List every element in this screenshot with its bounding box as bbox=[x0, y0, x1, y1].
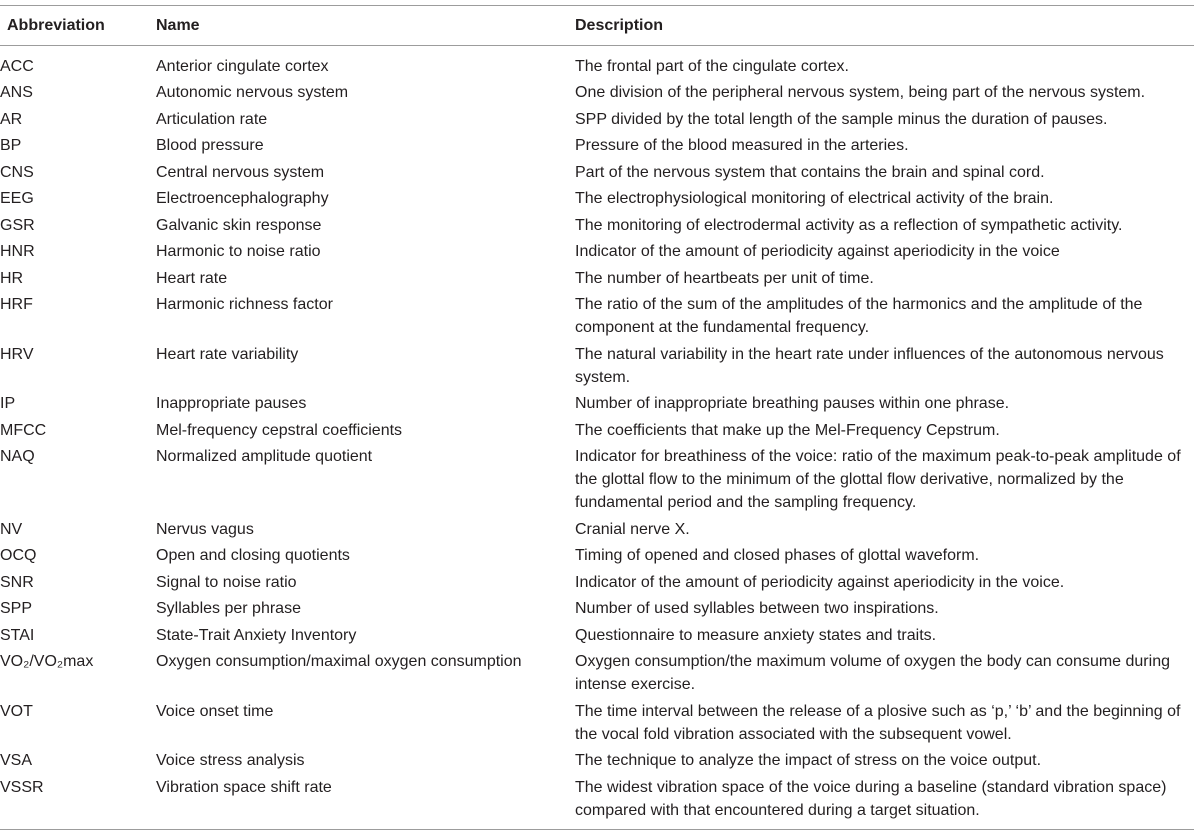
header-description: Description bbox=[575, 16, 664, 34]
description-cell: Indicator of the amount of periodicity against aperiodicity in the voice. bbox=[575, 573, 1065, 591]
name-cell: State-Trait Anxiety Inventory bbox=[156, 626, 357, 644]
abbreviation-cell: IP bbox=[0, 395, 16, 412]
name-cell: Syllables per phrase bbox=[156, 600, 301, 617]
table-row bbox=[0, 698, 1194, 748]
description-cell: Questionnaire to measure anxiety states and traits. bbox=[575, 626, 937, 644]
name-cell: Anterior cingulate cortex bbox=[156, 57, 329, 75]
name-cell: Heart rate bbox=[156, 269, 228, 287]
table-row bbox=[0, 341, 1194, 391]
name-cell: Vibration space shift rate bbox=[156, 778, 332, 796]
description-cell: Indicator for breathiness of the voice: ratio of the maximum peak-to-peak amplitude of the glottal flow to the minimum of the glottal flow derivative, normalized by the fundamental period and the sampling frequency. bbox=[575, 448, 1181, 511]
name-cell: Autonomic nervous system bbox=[156, 84, 349, 101]
header-name: Name bbox=[156, 16, 200, 34]
table-row bbox=[0, 443, 1194, 516]
description-cell: Indicator of the amount of periodicity against aperiodicity in the voice bbox=[575, 243, 1060, 260]
abbreviation-cell: STAI bbox=[0, 626, 35, 644]
abbreviation-cell: EEG bbox=[0, 190, 34, 207]
name-cell: Galvanic skin response bbox=[156, 216, 322, 234]
name-cell: Oxygen consumption/maximal oxygen consumption bbox=[156, 653, 522, 670]
name-cell: Open and closing quotients bbox=[156, 547, 350, 564]
abbreviation-cell: VSSR bbox=[0, 778, 44, 796]
abbreviation-cell: BP bbox=[0, 137, 22, 154]
description-cell: The frontal part of the cingulate cortex. bbox=[575, 57, 849, 75]
abbreviation-table bbox=[0, 5, 1194, 830]
description-cell: The ratio of the sum of the amplitudes of the harmonics and the amplitude of the component at the fundamental frequency. bbox=[575, 296, 1143, 336]
table-row bbox=[0, 417, 1194, 444]
name-cell: Mel-frequency cepstral coefficients bbox=[156, 421, 403, 439]
description-cell: Number of inappropriate breathing pauses within one phrase. bbox=[575, 395, 1010, 412]
name-cell: Normalized amplitude quotient bbox=[156, 448, 373, 465]
table-row bbox=[0, 53, 1194, 80]
abbreviation-cell: SPP bbox=[0, 600, 33, 617]
description-cell: The coefficients that make up the Mel-Frequency Cepstrum. bbox=[575, 421, 1000, 439]
abbreviation-cell: VO₂/VO₂max bbox=[0, 653, 94, 670]
abbreviation-cell: NV bbox=[0, 520, 23, 538]
table-row bbox=[0, 185, 1194, 212]
table-row bbox=[0, 569, 1194, 596]
table-row bbox=[0, 159, 1194, 186]
description-cell: The electrophysiological monitoring of electrical activity of the brain. bbox=[575, 190, 1054, 207]
abbreviation-cell: SNR bbox=[0, 573, 34, 591]
abbreviation-cell: HRF bbox=[0, 296, 33, 313]
table-header bbox=[0, 6, 1194, 46]
table-row bbox=[0, 595, 1194, 622]
abbreviation-cell: ANS bbox=[0, 84, 33, 101]
description-cell: Timing of opened and closed phases of glottal waveform. bbox=[575, 547, 980, 564]
description-cell: The widest vibration space of the voice during a baseline (standard vibration space) compared with that encountered during a target situation. bbox=[575, 778, 1167, 819]
description-cell: One division of the peripheral nervous system, being part of the nervous system. bbox=[575, 84, 1146, 101]
name-cell: Central nervous system bbox=[156, 163, 325, 181]
description-cell: SPP divided by the total length of the sample minus the duration of pauses. bbox=[575, 110, 1108, 128]
table-row bbox=[0, 516, 1194, 543]
table-row bbox=[0, 79, 1194, 106]
header-abbreviation: Abbreviation bbox=[7, 16, 105, 34]
name-cell: Inappropriate pauses bbox=[156, 395, 307, 412]
description-cell: The time interval between the release of a plosive such as ‘p,’ ‘b’ and the beginning of the vocal fold vibration associated with the subsequent vowel. bbox=[575, 702, 1181, 743]
name-cell: Nervus vagus bbox=[156, 520, 254, 538]
abbreviation-cell: VSA bbox=[0, 752, 33, 769]
name-cell: Voice stress analysis bbox=[156, 752, 305, 769]
table-row bbox=[0, 774, 1194, 824]
table-row bbox=[0, 265, 1194, 292]
description-cell: The number of heartbeats per unit of time. bbox=[575, 269, 874, 287]
table-row bbox=[0, 238, 1194, 265]
name-cell: Harmonic to noise ratio bbox=[156, 243, 321, 260]
description-cell: The technique to analyze the impact of stress on the voice output. bbox=[575, 752, 1042, 769]
name-cell: Articulation rate bbox=[156, 110, 268, 128]
description-cell: Cranial nerve X. bbox=[575, 520, 690, 538]
name-cell: Signal to noise ratio bbox=[156, 573, 297, 591]
table-row bbox=[0, 622, 1194, 649]
abbreviation-cell: CNS bbox=[0, 163, 34, 181]
name-cell: Blood pressure bbox=[156, 137, 264, 154]
description-cell: Pressure of the blood measured in the arteries. bbox=[575, 137, 909, 154]
abbreviation-cell: VOT bbox=[0, 702, 33, 720]
table-row bbox=[0, 291, 1194, 341]
name-cell: Electroencephalography bbox=[156, 190, 329, 207]
table-row bbox=[0, 542, 1194, 569]
table-row bbox=[0, 390, 1194, 417]
abbreviation-cell: OCQ bbox=[0, 547, 37, 564]
abbreviation-cell: MFCC bbox=[0, 421, 47, 439]
description-cell: The natural variability in the heart rate under influences of the autonomous nervous system. bbox=[575, 345, 1164, 386]
table-row bbox=[0, 648, 1194, 698]
table-row bbox=[0, 212, 1194, 239]
name-cell: Heart rate variability bbox=[156, 345, 299, 363]
description-cell: Oxygen consumption/the maximum volume of oxygen the body can consume during intense exercise. bbox=[575, 653, 1170, 693]
table-row bbox=[0, 747, 1194, 774]
abbreviation-cell: HRV bbox=[0, 345, 34, 363]
table-row bbox=[0, 132, 1194, 159]
abbreviation-cell: GSR bbox=[0, 216, 35, 234]
description-cell: Number of used syllables between two inspirations. bbox=[575, 600, 939, 617]
abbreviation-cell: NAQ bbox=[0, 448, 35, 465]
abbreviation-cell: HR bbox=[0, 269, 24, 287]
abbreviation-cell: HNR bbox=[0, 243, 35, 260]
name-cell: Voice onset time bbox=[156, 702, 274, 720]
name-cell: Harmonic richness factor bbox=[156, 296, 333, 313]
abbreviation-cell: ACC bbox=[0, 57, 34, 75]
description-cell: The monitoring of electrodermal activity as a reflection of sympathetic activity. bbox=[575, 216, 1123, 234]
abbreviation-cell: AR bbox=[0, 110, 23, 128]
description-cell: Part of the nervous system that contains the brain and spinal cord. bbox=[575, 163, 1045, 181]
table-row bbox=[0, 106, 1194, 133]
table-body bbox=[0, 46, 1194, 829]
